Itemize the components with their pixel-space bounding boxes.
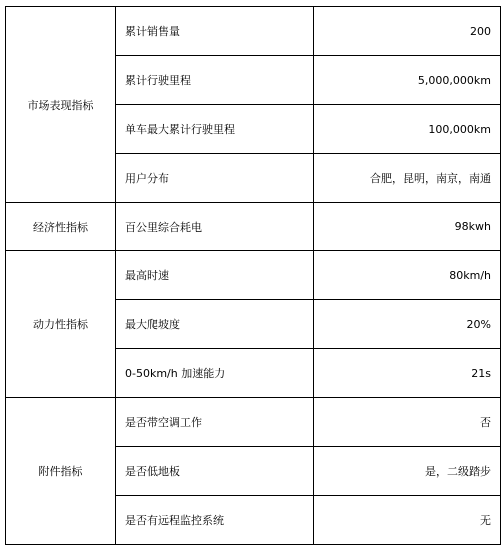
value-cell: 无 (314, 496, 501, 545)
table-row (6, 398, 501, 447)
item-cell: 最大爬坡度 (116, 300, 314, 349)
value-cell: 是，二级踏步 (314, 447, 501, 496)
category-cell-economy: 经济性指标 (6, 203, 116, 251)
table-row (6, 7, 501, 56)
value-cell: 200 (314, 7, 501, 56)
item-cell: 百公里综合耗电 (116, 203, 314, 251)
item-cell: 累计行驶里程 (116, 56, 314, 105)
value-cell: 否 (314, 398, 501, 447)
table-row (6, 251, 501, 300)
item-cell: 单车最大累计行驶里程 (116, 105, 314, 154)
table-row (6, 203, 501, 251)
item-cell: 用户分布 (116, 154, 314, 203)
item-cell: 是否带空调工作 (116, 398, 314, 447)
item-cell: 是否有远程监控系统 (116, 496, 314, 545)
value-cell: 5,000,000km (314, 56, 501, 105)
spec-table (5, 6, 501, 545)
value-cell: 20% (314, 300, 501, 349)
item-cell: 0-50km/h 加速能力 (116, 349, 314, 398)
item-cell: 最高时速 (116, 251, 314, 300)
value-cell: 80km/h (314, 251, 501, 300)
category-cell-power: 动力性指标 (6, 251, 116, 398)
category-cell-market: 市场表现指标 (6, 7, 116, 203)
value-cell: 21s (314, 349, 501, 398)
item-cell: 累计销售量 (116, 7, 314, 56)
item-cell: 是否低地板 (116, 447, 314, 496)
category-cell-accessories: 附件指标 (6, 398, 116, 545)
value-cell: 合肥，昆明，南京，南通 (314, 154, 501, 203)
value-cell: 98kwh (314, 203, 501, 251)
value-cell: 100,000km (314, 105, 501, 154)
